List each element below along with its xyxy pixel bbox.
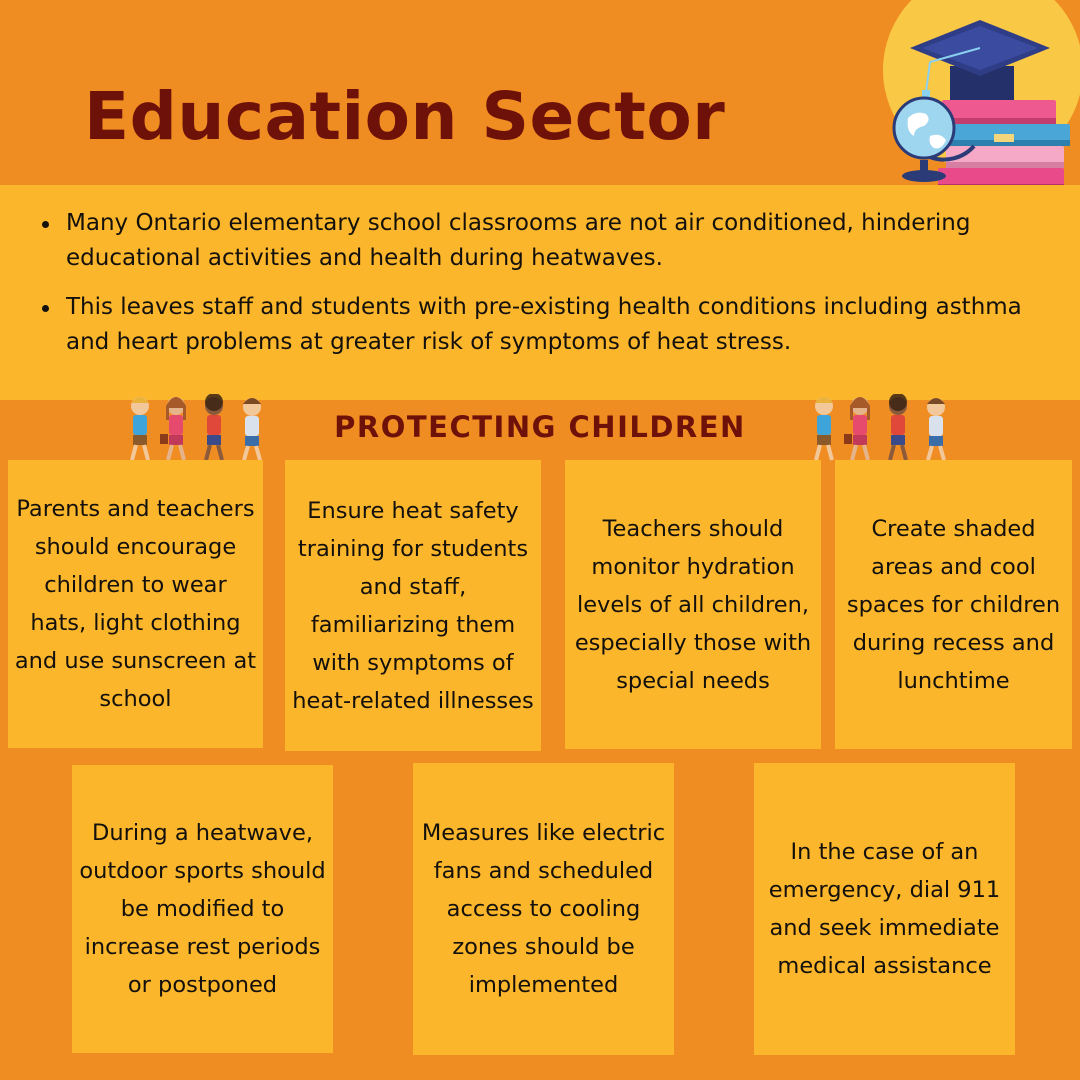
page-title: Education Sector [84,78,726,155]
graduation-cap-books-globe-icon [868,0,1080,196]
tip-card [8,460,263,748]
tip-card [413,763,674,1055]
tip-card-text: Ensure heat safety training for students and staff, familiarizing them with symptoms of heat-related illnesses [292,497,534,714]
section-heading: PROTECTING CHILDREN [334,410,746,444]
tip-card-text: During a heatwave, outdoor sports should be modified to increase rest periods or postponed [79,820,326,998]
tip-card-text: In the case of an emergency, dial 911 and seek immediate medical assistance [768,839,1001,979]
intro-bullet-list [36,206,1066,374]
tip-card [754,763,1015,1055]
tip-card-text: Create shaded areas and cool spaces for children during recess and lunchtime [846,515,1061,694]
walking-children-icon [808,394,956,464]
tip-card [835,460,1072,749]
intro-bullet: Many Ontario elementary school classrooms are not air conditioned, hindering educational activities and health during heatwaves. [36,206,1066,276]
tip-card-text: Measures like electric fans and scheduled access to cooling zones should be implemented [421,820,666,998]
tip-card [285,460,541,751]
tip-card [565,460,821,749]
tip-card [72,765,333,1053]
tip-card-text: Parents and teachers should encourage children to wear hats, light clothing and use sunscreen at school [14,496,257,712]
intro-bullet: This leaves staff and students with pre-existing health conditions including asthma and heart problems at greater risk of symptoms of heat stress. [36,290,1066,360]
tip-card-text: Teachers should monitor hydration levels of all children, especially those with special needs [574,515,812,694]
